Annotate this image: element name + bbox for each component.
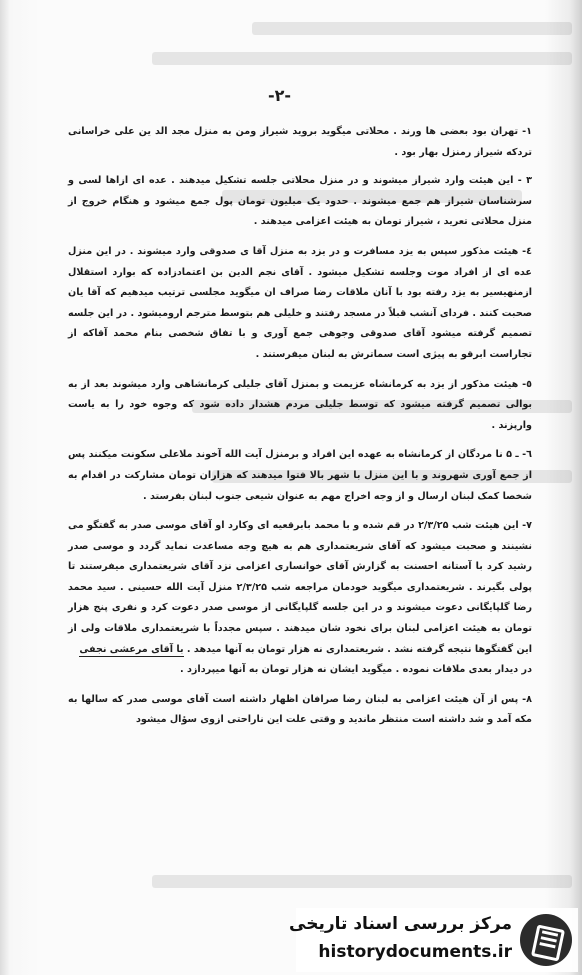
underlined-phrase: با آقای مرعشی نجفی [79, 643, 184, 655]
document-seal-icon [520, 914, 572, 966]
paragraph-7-continued: در دیدار بعدی ملاقات نموده . میگوید ایشان نه هزار تومان به آنها میپردازد . [180, 664, 532, 676]
page-number: -۲- [268, 86, 292, 105]
document-body [68, 122, 532, 740]
paragraph-1: ۱- تهران بود بعضی ها ورند . محلاتی میگوید بروید شیراز ومن به منزل مجد الد ین علی خراسانی تردکه شیراز رمنزل بهار بود . [68, 126, 532, 158]
paragraph-6: ٦- ـ ۵ نا مردگان از کرمانشاه به عهده این افراد و برمنزل آیت الله آخوند ملاعلی سکونت میکنند پس از جمع آوری شهروند و با این منزل با شهر بالا فتوا میدهند که هزاران تومان مشارکت در اقدام به شخصا کمک لبنان ارسال و از وجه اخراج مهم به عنوان شیعی جنوب لبنان بفرستد . [68, 449, 532, 502]
paragraph-3: ۳ - این هیئت وارد شیراز میشوند و در منزل محلاتی جلسه تشکیل میدهند . عده ای ازاها لسی و سرشناسان شیراز هم جمع میشوند . حدود یک میلیون تومان پول جمع میشود و هنگام خروج از منزل محلاتی تعرید ، شیراز تومان به هیئت اعزامی میدهند . [68, 175, 532, 228]
paragraph-5: ٥- هیئت مذکور از یزد به کرمانشاه عزیمت و بمنزل آقای جلیلی کرمانشاهی وارد میشوند بعد از به بوالی تصمیم گرفته میشود که توسط جلیلی مردم هشدار داده شود که وجوه خود را به یاست وارپزند . [68, 378, 532, 431]
paragraph-7 [68, 516, 532, 660]
paragraph-8: ٨- پس از آن هیئت اعزامی به لبنان رضا صرافان اظهار داشته است آقای موسی صدر که سالها به مکه آمد و شد داشته است منتظر ماندید و وقتی علت این ناراحتی ازوی سؤال میشود [68, 693, 532, 726]
paragraph-7-text: ٧- این هیئت شب ۲/۳/۲۵ در قم شده و با محمد بابرقعیه ای وکارد او آقای موسی صدر به گفتگو می نشینند و صحبت میشود که آقای شریعتمداری هم به هیچ وجه مساعدت نماید گردد و موسی صدر رشید کرد با آستانه احسنت به گزارش آقای خوانساری اعزامی نزد آقای شریعتمداری میفرستند تا پولی بگیرند . شریعتمداری میگوید خودمان مراجعه شب ۲/۳/۲۵ منزل آیت الله حسینی . سید محمد رضا گلپایگانی دعوت میشوند و در این جلسه گلپایگانی از موسی صدر دعوت کرد و نفری پنج هزار تومان به هیئت اعزامی لبنان برای نخود شان میدهند . سپس مجدداً با شریعتمداری ملاقات ولی از این گفتگوها نتیجه گرفته نشد . شریعتمداری نه هزار تومان به آنها میدهد . [68, 520, 532, 655]
paragraph-4: ٤- هیئت مذکور سپس به یزد مسافرت و در یزد به منزل آقا ی صدوقی وارد میشوند . در این منزل عده ای از افراد موت وجلسه تشکیل میشود . آقای نجم الدین بن اعتمادزاده که بوارد استقلال ازمنهیسیر به یزد رفته بود با آنان ملاقات رضا صراف ان میگوید مجلسی ترتیب میدهیم که آقا یان صحبت کنند . فردای آنشب قبلاً در مسجد رفتند و خلیلی هم بتوسط مترجم ارومیشود . در این جلسه تصمیم گرفته میشود آقای صدوقی وجوهی جمع آوری و با تفاق شخصی بنام محمد آقاکه از تجاراست ابرقو به پیژی است سماترش به لبنان میفرستند . [68, 245, 532, 360]
archive-name: مرکز بررسی اسناد تاریخی [289, 914, 512, 934]
archive-url: historydocuments.ir [318, 942, 512, 962]
archive-watermark [289, 908, 578, 972]
